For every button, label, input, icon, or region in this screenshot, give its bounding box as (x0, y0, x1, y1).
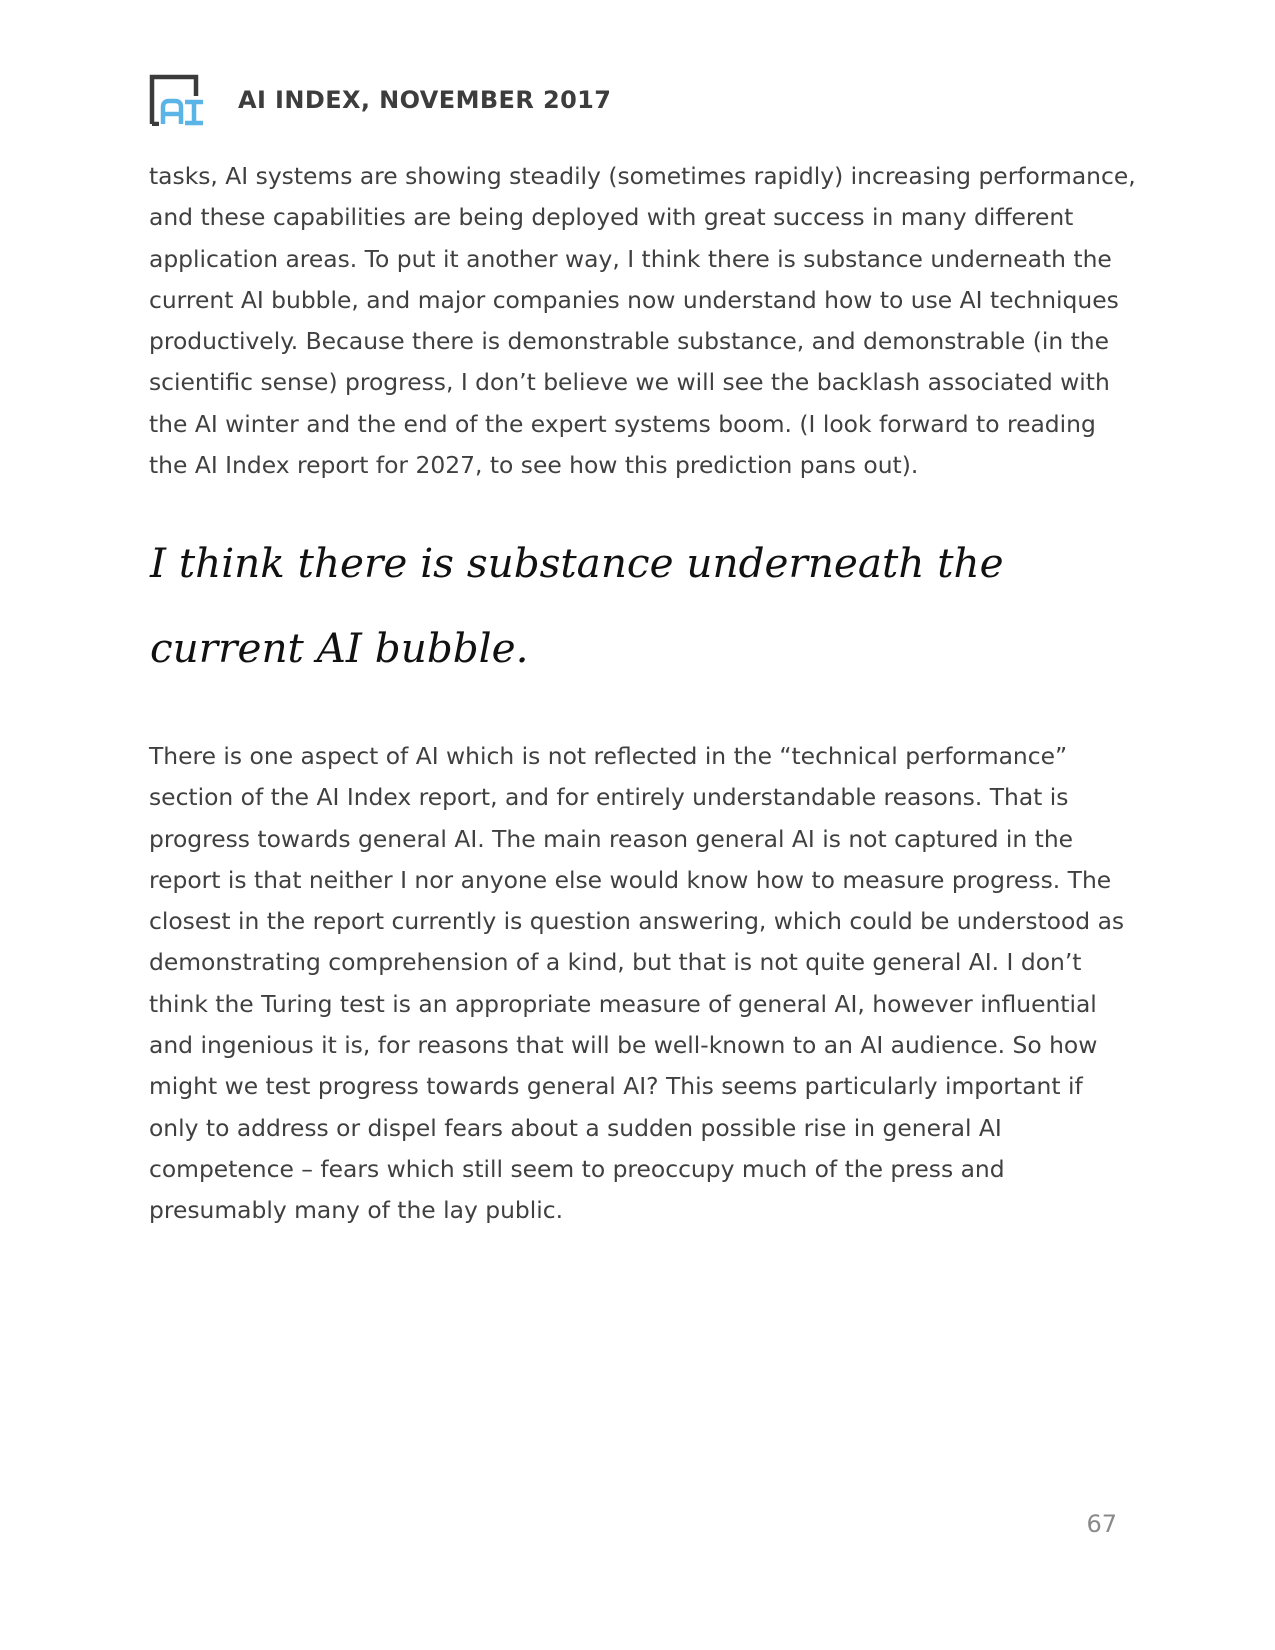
page-header (149, 74, 709, 126)
pull-quote: I think there is substance underneath the current AI bubble. (150, 539, 1004, 672)
ai-index-logo (149, 74, 205, 126)
body-paragraph-2: There is one aspect of AI which is not reflected in the “technical performance” section of the AI Index report, and for entirely understandable reasons. That is progress towards general AI. The main reason general AI is not captured in the report is that neither I nor anyone else would know how to measure progress. The closest in the report currently is question answering, which could be understood as demonstrating comprehension of a kind, but that is not quite general AI. I don’t think the Turing test is an appropriate measure of general AI, however influential and ingenious it is, for reasons that will be well-known to an AI audience. So how might we test progress towards general AI? This seems particularly important if only to address or dispel fears about a sudden possible rise in general AI competence – fears which still seem to preoccupy much of the press and presumably many of the lay public. (149, 742, 1125, 1225)
page-number: 67 (1086, 1510, 1117, 1538)
header-title: AI INDEX, NOVEMBER 2017 (238, 86, 612, 114)
body-paragraph-1: tasks, AI systems are showing steadily (sometimes rapidly) increasing performance, and these capabilities are being deployed with great success in many different application areas. To put it another way, I think there is substance underneath the current AI bubble, and major companies now understand how to use AI techniques productively. Because there is demonstrable substance, and demonstrable (in the scientific sense) progress, I don’t believe we will see the backlash associated with the AI winter and the end of the expert systems boom. (I look forward to reading the AI Index report for 2027, to see how this prediction pans out). (149, 162, 1136, 480)
